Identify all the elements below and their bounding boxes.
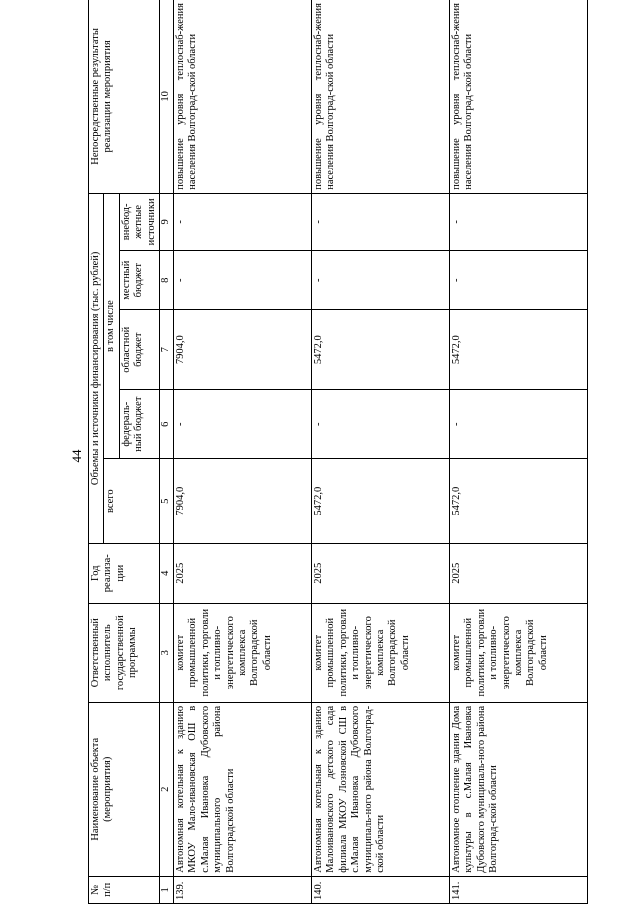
row-local: - [174,250,312,310]
row-total: 7904,0 [174,459,312,543]
col-number: 5 [160,459,174,543]
header-incl: в том числе [104,193,119,459]
row-executor: комитет промышленной политики, торговли и топливно-энергетического комплекса Волгоградской области [450,603,588,702]
row-name: Автономная котельная к зданию МКОУ Мало-ивановская ОШ в с.Малая Ивановка Дубовского муниципального района Волгоградской области [174,702,312,876]
row-result: повышение уровня теплоснаб-жения населения Волгоград-ской области [174,0,312,193]
row-year: 2025 [174,543,312,603]
funding-table [88,0,588,904]
row-extra: - [312,193,450,250]
row-year: 2025 [312,543,450,603]
row-extra: - [450,193,588,250]
col-number: 9 [160,193,174,250]
row-executor: комитет промышленной политики, торговли и топливно-энергетического комплекса Волгоградской области [174,603,312,702]
col-number: 6 [160,389,174,459]
row-num: 141. [450,876,588,903]
header-federal: федераль-ный бюджет [119,389,159,459]
header-total: всего [104,459,160,543]
row-local: - [312,250,450,310]
header-executor: Ответственный исполнитель государственной программы [89,603,160,702]
col-number: 4 [160,543,174,603]
col-number: 1 [160,876,174,903]
table-row [450,0,588,904]
header-funding: Объемы и источники финансирования (тыс. рублей) [89,193,104,543]
col-number: 7 [160,310,174,389]
row-num: 139. [174,876,312,903]
table-row [174,0,312,904]
header-year: Год реализа-ции [89,543,160,603]
header-results: Непосредственные результаты реализации мероприятия [89,0,160,193]
row-result: повышение уровня теплоснаб-жения населения Волгоград-ской области [450,0,588,193]
row-num: 140. [312,876,450,903]
header-local: местный бюджет [119,250,159,310]
row-regional: 5472,0 [312,310,450,389]
row-federal: - [450,389,588,459]
row-regional: 5472,0 [450,310,588,389]
page-number: 44 [69,449,84,463]
col-number: 10 [160,0,174,193]
table-row [312,0,450,904]
col-number: 3 [160,603,174,702]
row-regional: 7904,0 [174,310,312,389]
row-executor: комитет промышленной политики, торговли и топливно-энергетического комплекса Волгоградской области [312,603,450,702]
row-extra: - [174,193,312,250]
header-num: № п/п [89,876,160,903]
header-name: Наименование объекта (мероприятия) [89,702,160,876]
row-name: Автономное отопление здания Дома культуры в с.Малая Ивановка Дубовского муниципаль-ного района Волгоград-ской области [450,702,588,876]
row-total: 5472,0 [312,459,450,543]
header-regional: областной бюджет [119,310,159,389]
row-federal: - [174,389,312,459]
col-number: 2 [160,702,174,876]
rotated-table-sheet [88,0,634,904]
row-year: 2025 [450,543,588,603]
row-result: повышение уровня теплоснаб-жения населения Волгоград-ской области [312,0,450,193]
col-number: 8 [160,250,174,310]
row-federal: - [312,389,450,459]
row-local: - [450,250,588,310]
row-total: 5472,0 [450,459,588,543]
header-extra: внебюд-жетные источники [119,193,159,250]
row-name: Автономная котельная к зданию Малоивановского детского сада филиала МКОУ Лозновской СШ в с.Малая Ивановка Дубовского муниципаль-ного района Волгоград-ской области [312,702,450,876]
column-number-row [160,0,174,904]
